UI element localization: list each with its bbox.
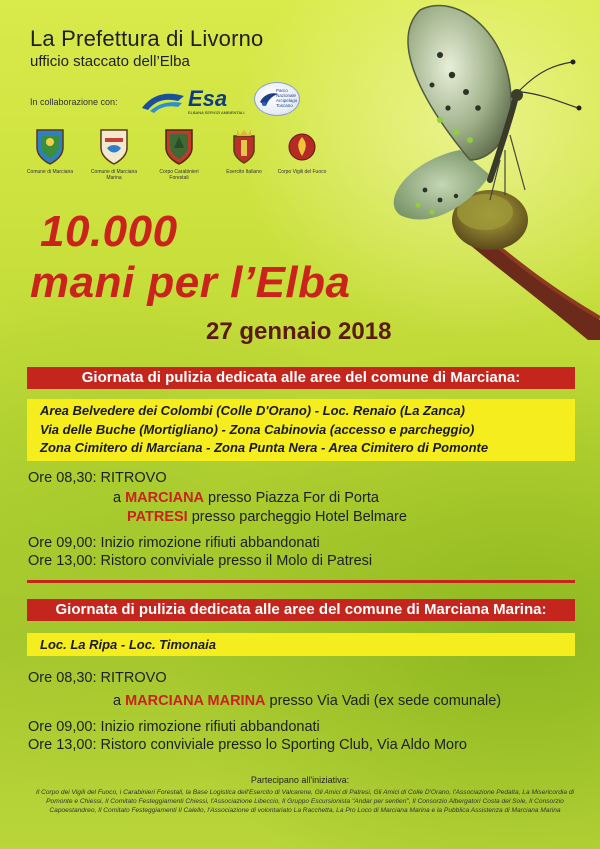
ritrovo-label: RITROVO <box>100 670 167 686</box>
participants-label: Partecipano all'iniziativa: <box>250 775 350 785</box>
section2-ritrovo <box>28 670 167 686</box>
time: Ore 08,30: <box>28 470 97 486</box>
prefettura-subtitle: ufficio staccato dell’Elba <box>30 53 190 70</box>
section1-heading: Giornata di pulizia dedicata alle aree del comune di Marciana: <box>27 367 575 389</box>
section2-step2 <box>28 719 320 735</box>
section1-place1 <box>113 490 379 506</box>
section1-place2 <box>127 509 407 525</box>
prefix: a <box>113 490 126 506</box>
collaboration-label: In collaborazione con: <box>30 97 118 107</box>
ritrovo-label: RITROVO <box>100 470 167 486</box>
vigili-del-fuoco-crest-icon <box>287 130 317 168</box>
marciana-marina-crest-icon <box>99 128 129 166</box>
event-date: 27 gennaio 2018 <box>206 318 392 345</box>
crest-caption-marciana: Comune di Marciana <box>26 169 74 175</box>
time: Ore 13,00: <box>28 553 97 569</box>
crest-caption-vigili-fuoco: Corpo Vigili del Fuoco <box>277 169 327 175</box>
section2-place <box>113 693 501 709</box>
crest-caption-carabinieri: Corpo Carabinieri Forestali <box>159 169 199 181</box>
step-text: Ristoro conviviale presso lo Sporting Club, Via Aldo Moro <box>100 737 467 753</box>
participants-list: Il Corpo dei Vigili del Fuoco, i Carabinieri Forestali, la Base Logistica dell'Esercito di Valcarene, Gli Amici di Patresi, Gli Amici di Colle D'Orano, l'Associazione Pedalta, La Misericordia di Pomonte e Chiessi, Il Comitato Festeggiamenti Chiessi, l'Associazione Libeccio, Il Gruppo Escursionista "Andar per sentieri", Il Consorzio Albergatori Costa del Sole, Il Consorzio Capoestandreo, Il Comitato Festeggiamenti Il Calello, l'Associazione di volontariato La Racchetta, La Pro Loco di Marciana Marina e la Pubblica Assistenza di Marciana Marina <box>36 789 574 814</box>
event-title-line2: mani per l’Elba <box>30 258 351 307</box>
place-name: MARCIANA <box>125 490 205 506</box>
park-logo-text: Parco Nazionale Arcipelago Toscano <box>276 88 298 108</box>
step-text: Inizio rimozione rifiuti abbandonati <box>100 535 320 551</box>
step-text: Ristoro conviviale presso il Molo di Patresi <box>100 553 373 569</box>
section1-step2 <box>28 535 320 551</box>
place-name: MARCIANA MARINA <box>125 693 266 709</box>
section1-area: Zona Cimitero di Marciana - Zona Punta Nera - Area Cimitero di Pomonte <box>40 440 489 455</box>
event-title-line1: 10.000 <box>40 207 178 256</box>
time: Ore 09,00: <box>28 719 97 735</box>
marciana-crest-icon <box>35 128 65 166</box>
place-detail: presso Via Vadi (ex sede comunale) <box>265 693 502 709</box>
crest-caption-esercito: Esercito Italiano <box>226 169 262 175</box>
place-detail: presso Piazza For di Porta <box>204 490 379 506</box>
section1-ritrovo <box>28 470 167 486</box>
section2-heading: Giornata di pulizia dedicata alle aree del comune di Marciana Marina: <box>27 599 575 621</box>
section2-area: Loc. La Ripa - Loc. Timonaia <box>40 637 217 652</box>
esa-logo-caption: ELBANA SERVIZI AMBIENTALI <box>188 110 245 115</box>
crest-caption-marciana-marina: Comune di Marciana Marina <box>90 169 138 181</box>
time: Ore 08,30: <box>28 670 97 686</box>
prefix: a <box>113 693 126 709</box>
section1-area: Via delle Buche (Mortigliano) - Zona Cabinovia (accesso e parcheggio) <box>40 421 475 437</box>
place-detail: presso parcheggio Hotel Belmare <box>187 509 407 525</box>
section2-step3 <box>28 737 467 753</box>
esa-logo-text: Esa <box>188 86 228 111</box>
section2-areas-box <box>27 633 575 656</box>
step-text: Inizio rimozione rifiuti abbandonati <box>100 719 320 735</box>
section-divider <box>27 580 575 583</box>
butterfly-on-flower-illustration <box>340 0 600 340</box>
time: Ore 13,00: <box>28 737 97 753</box>
section1-step3 <box>28 553 372 569</box>
time: Ore 09,00: <box>28 535 97 551</box>
section1-areas-box <box>27 399 575 461</box>
carabinieri-forestali-crest-icon <box>164 128 194 166</box>
esercito-italiano-crest-icon <box>229 128 259 166</box>
section1-area: Area Belvedere dei Colombi (Colle D'Orano) - Loc. Renaio (La Zanca) <box>40 403 465 418</box>
place-name: PATRESI <box>127 509 188 525</box>
prefettura-title: La Prefettura di Livorno <box>30 26 264 51</box>
